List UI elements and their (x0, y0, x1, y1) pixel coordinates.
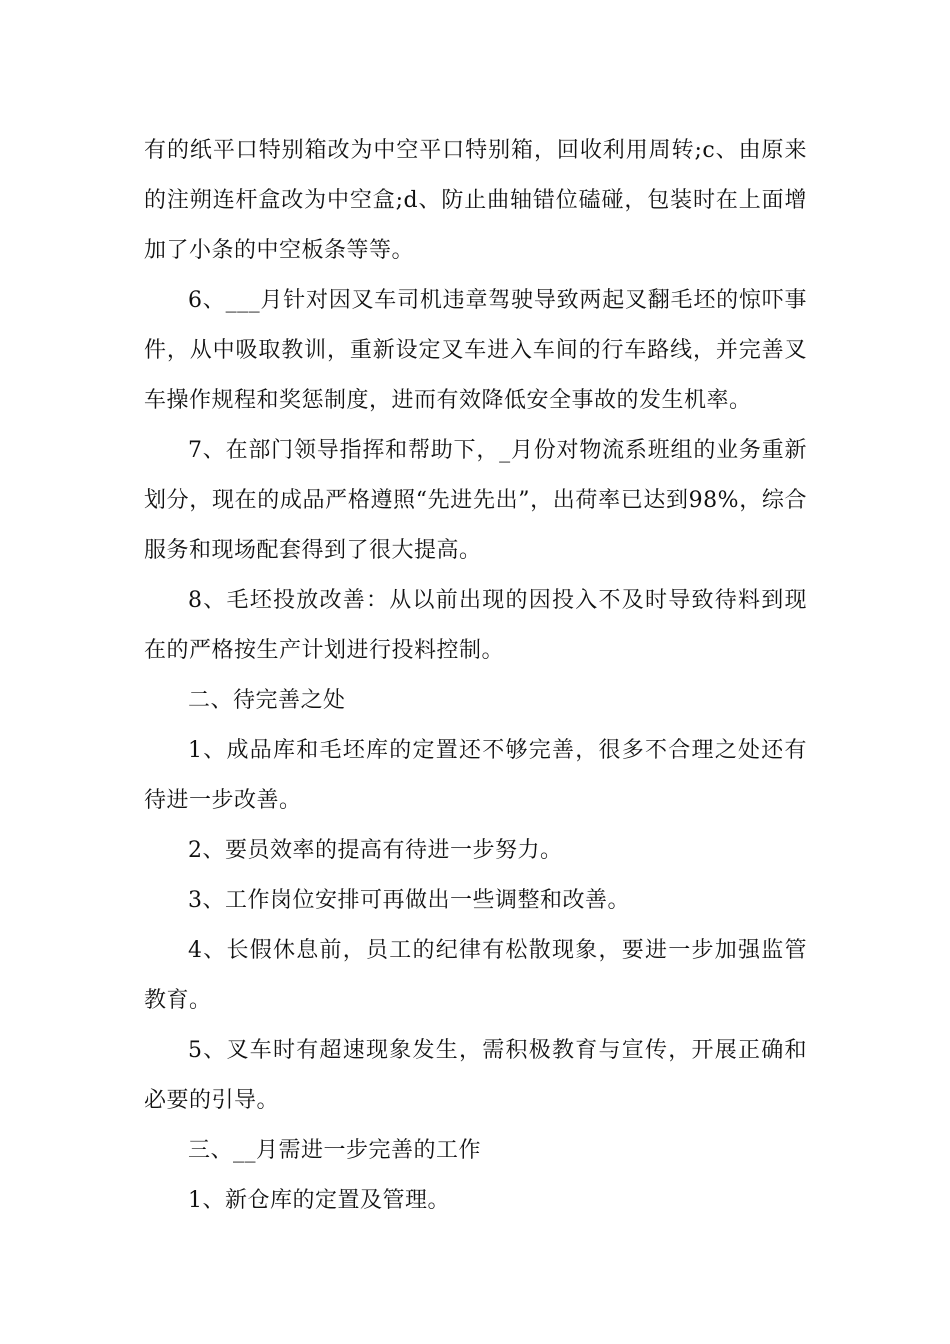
paragraph-issue-5: 5、叉车时有超速现象发生，需积极教育与宣传，开展正确和必要的引导。 (144, 1038, 807, 1113)
paragraph-item-7: 7、在部门领导指挥和帮助下，_月份对物流系班组的业务重新划分，现在的成品严格遵照“先进先出”，出荷率已达到98%，综合服务和现场配套得到了很大提高。 (144, 438, 807, 563)
paragraph-task-1: 1、新仓库的定置及管理。 (188, 1188, 450, 1213)
paragraph-issue-3: 3、工作岗位安排可再做出一些调整和改善。 (188, 888, 630, 913)
paragraph-issue-1: 1、成品库和毛坯库的定置还不够完善，很多不合理之处还有待进一步改善。 (144, 738, 807, 813)
paragraph-issue-4: 4、长假休息前，员工的纪律有松散现象，要进一步加强监管教育。 (144, 938, 807, 1013)
paragraph-item-8: 8、毛坯投放改善：从以前出现的因投入不及时导致待料到现在的严格按生产计划进行投料控制。 (144, 588, 807, 663)
section-heading-2: 二、待完善之处 (188, 688, 346, 713)
paragraph-item-6: 6、___月针对因叉车司机违章驾驶导致两起叉翻毛坯的惊吓事件，从中吸取教训，重新设定叉车进入车间的行车路线，并完善叉车操作规程和奖惩制度，进而有效降低安全事故的发生机率。 (144, 288, 807, 413)
section-heading-3: 三、__月需进一步完善的工作 (188, 1138, 482, 1163)
paragraph-continuation: 有的纸平口特别箱改为中空平口特别箱，回收利用周转;c、由原来的注朔连杆盒改为中空盒;d、防止曲轴错位磕碰，包装时在上面增加了小条的中空板条等等。 (144, 138, 807, 263)
document-body (144, 126, 807, 1226)
paragraph-issue-2: 2、要员效率的提高有待进一步努力。 (188, 838, 563, 863)
